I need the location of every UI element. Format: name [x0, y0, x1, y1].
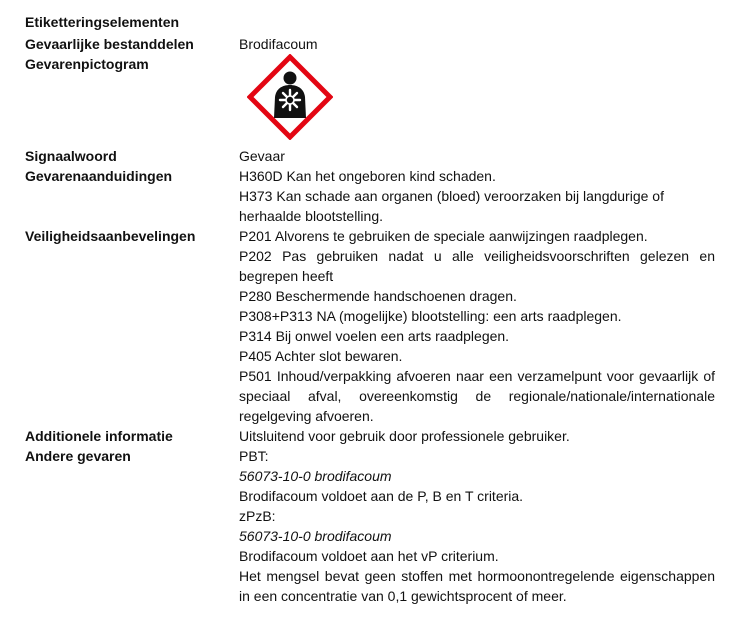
precaution-p308-p313: P308+P313 NA (mogelijke) blootstelling: een arts raadplegen. [239, 308, 622, 324]
other-hazard-substance-1: 56073-10-0 brodifacoum [239, 468, 392, 484]
precaution-p201: P201 Alvorens te gebruiken de speciale aanwijzingen raadplegen. [239, 228, 648, 244]
row-other-hazards [25, 446, 715, 606]
other-hazard-substance-2: 56073-10-0 brodifacoum [239, 528, 392, 544]
precaution-p314: P314 Bij onwel voelen een arts raadplegen. [239, 328, 510, 344]
precaution-p280: P280 Beschermende handschoenen dragen. [239, 288, 517, 304]
label-additional-info: Additionele informatie [25, 428, 173, 444]
row-hazard-pictogram [25, 54, 715, 146]
precaution-p202: P202 Pas gebruiken nadat u alle veiligheidsvoorschriften gelezen en begrepen heeft [239, 248, 715, 284]
label-hazard-statements: Gevarenaanduidingen [25, 168, 173, 184]
hazard-statement-h360d: H360D Kan het ongeboren kind schaden. [239, 168, 496, 184]
row-hazard-statements [25, 166, 715, 226]
label-precautionary-statements: Veiligheidsaanbevelingen [25, 228, 196, 244]
label-hazardous-ingredients: Gevaarlijke bestanddelen [25, 36, 194, 52]
value-additional-info: Uitsluitend voor gebruik door professionele gebruiker. [239, 428, 570, 444]
row-signal-word [25, 146, 715, 166]
section-heading: Etiketteringselementen [25, 14, 180, 30]
value-precautionary-statements [239, 226, 715, 426]
label-signal-word: Signaalwoord [25, 148, 117, 164]
value-other-hazards [239, 446, 715, 606]
other-hazard-pbt: PBT: [239, 448, 269, 464]
value-hazardous-ingredients: Brodifacoum [239, 36, 318, 52]
row-precautionary-statements [25, 226, 715, 426]
value-signal-word: Gevaar [239, 148, 285, 164]
precaution-p405: P405 Achter slot bewaren. [239, 348, 403, 364]
health-hazard-icon [247, 54, 333, 140]
label-hazard-pictogram: Gevarenpictogram [25, 56, 149, 72]
other-hazard-endocrine-statement: Het mengsel bevat geen stoffen met hormoonontregelende eigenschappen in een concentratie van 0,1 gewichtsprocent of meer. [239, 568, 715, 604]
hazard-pictogram [239, 54, 715, 146]
value-hazard-statements [239, 166, 715, 226]
labeling-section [25, 12, 715, 606]
precaution-p501: P501 Inhoud/verpakking afvoeren naar een verzamelpunt voor gevaarlijk of speciaal afval, overeenkomstig de regionale/nationale/internationale regelgeving afvoeren. [239, 368, 715, 424]
row-additional-info [25, 426, 715, 446]
label-other-hazards: Andere gevaren [25, 448, 131, 464]
other-hazard-vp-statement: Brodifacoum voldoet aan het vP criterium. [239, 548, 499, 564]
other-hazard-zpzb: zPzB: [239, 508, 276, 524]
hazard-statement-h373: H373 Kan schade aan organen (bloed) veroorzaken bij langdurige of herhaalde blootstelling. [239, 188, 664, 224]
row-hazardous-ingredients [25, 34, 715, 54]
other-hazard-pbt-statement: Brodifacoum voldoet aan de P, B en T criteria. [239, 488, 524, 504]
